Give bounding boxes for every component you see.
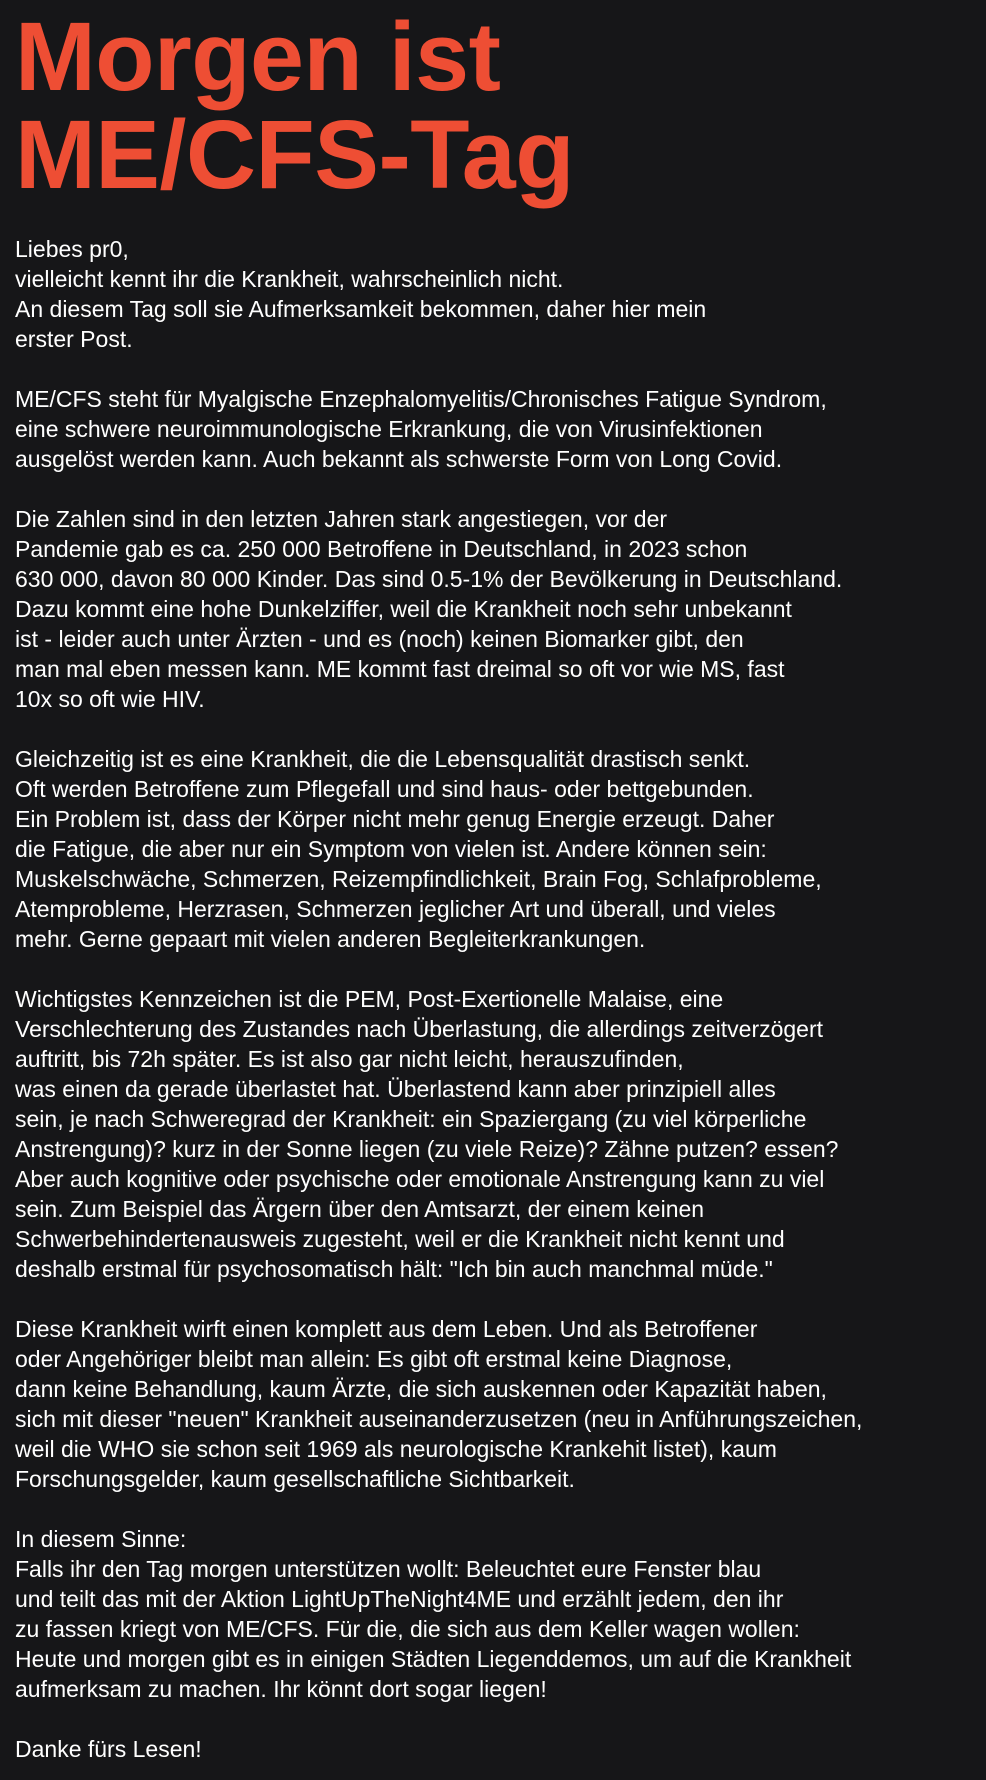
- text-line: eine schwere neuroimmunologische Erkrankung, die von Virusinfektionen: [15, 416, 763, 442]
- paragraph-symptoms: [15, 744, 971, 954]
- text-line: und teilt das mit der Aktion LightUpTheNight4ME und erzählt jedem, den ihr: [15, 1586, 784, 1612]
- text-line: 630 000, davon 80 000 Kinder. Das sind 0.5-1% der Bevölkerung in Deutschland.: [15, 566, 843, 592]
- text-line: mehr. Gerne gepaart mit vielen anderen Begleiterkrankungen.: [15, 926, 646, 952]
- text-line: Ein Problem ist, dass der Körper nicht mehr genug Energie erzeugt. Daher: [15, 806, 775, 832]
- paragraph-greeting: [15, 234, 971, 354]
- paragraph-call-to-action: [15, 1524, 971, 1704]
- post-body: [15, 234, 971, 1764]
- text-line: Heute und morgen gibt es in einigen Städten Liegenddemos, um auf die Krankheit: [15, 1646, 852, 1672]
- text-line: zu fassen kriegt von ME/CFS. Für die, die sich aus dem Keller wagen wollen:: [15, 1616, 800, 1642]
- text-line: dann keine Behandlung, kaum Ärzte, die sich auskennen oder Kapazität haben,: [15, 1376, 827, 1402]
- text-line: In diesem Sinne:: [15, 1526, 187, 1552]
- text-line: Anstrengung)? kurz in der Sonne liegen (zu viele Reize)? Zähne putzen? essen?: [15, 1136, 839, 1162]
- text-line: aufmerksam zu machen. Ihr könnt dort sogar liegen!: [15, 1676, 547, 1702]
- paragraph-statistics: [15, 504, 971, 714]
- paragraph-definition: [15, 384, 971, 474]
- text-line: 10x so oft wie HIV.: [15, 686, 205, 712]
- text-line: Schwerbehindertenausweis zugesteht, weil er die Krankheit nicht kennt und: [15, 1226, 785, 1252]
- text-line: sein, je nach Schweregrad der Krankheit: ein Spaziergang (zu viel körperliche: [15, 1106, 807, 1132]
- text-line: Danke fürs Lesen!: [15, 1736, 202, 1762]
- text-line: ist - leider auch unter Ärzten - und es (noch) keinen Biomarker gibt, den: [15, 626, 744, 652]
- title-line: Morgen ist: [15, 2, 501, 111]
- paragraph-isolation: [15, 1314, 971, 1494]
- text-line: Oft werden Betroffene zum Pflegefall und sind haus- oder bettgebunden.: [15, 776, 754, 802]
- text-line: ausgelöst werden kann. Auch bekannt als schwerste Form von Long Covid.: [15, 446, 783, 472]
- paragraph-closing: [15, 1734, 971, 1764]
- text-line: weil die WHO sie schon seit 1969 als neurologische Krankehit listet), kaum: [15, 1436, 777, 1462]
- text-line: An diesem Tag soll sie Aufmerksamkeit bekommen, daher hier mein: [15, 296, 707, 322]
- text-line: Die Zahlen sind in den letzten Jahren stark angestiegen, vor der: [15, 506, 668, 532]
- text-line: Pandemie gab es ca. 250 000 Betroffene in Deutschland, in 2023 schon: [15, 536, 748, 562]
- text-line: Diese Krankheit wirft einen komplett aus dem Leben. Und als Betroffener: [15, 1316, 758, 1342]
- text-line: deshalb erstmal für psychosomatisch hält: "Ich bin auch manchmal müde.": [15, 1256, 773, 1282]
- text-line: Gleichzeitig ist es eine Krankheit, die die Lebensqualität drastisch senkt.: [15, 746, 751, 772]
- text-line: Verschlechterung des Zustandes nach Überlastung, die allerdings zeitverzögert: [15, 1016, 824, 1042]
- text-line: vielleicht kennt ihr die Krankheit, wahrscheinlich nicht.: [15, 266, 564, 292]
- text-line: Liebes pr0,: [15, 236, 129, 262]
- text-line: ME/CFS steht für Myalgische Enzephalomyelitis/Chronisches Fatigue Syndrom,: [15, 386, 827, 412]
- text-line: oder Angehöriger bleibt man allein: Es gibt oft erstmal keine Diagnose,: [15, 1346, 733, 1372]
- text-line: man mal eben messen kann. ME kommt fast dreimal so oft vor wie MS, fast: [15, 656, 785, 682]
- text-line: Dazu kommt eine hohe Dunkelziffer, weil die Krankheit noch sehr unbekannt: [15, 596, 792, 622]
- text-line: auftritt, bis 72h später. Es ist also gar nicht leicht, herauszufinden,: [15, 1046, 684, 1072]
- text-line: Forschungsgelder, kaum gesellschaftliche Sichtbarkeit.: [15, 1466, 575, 1492]
- text-line: die Fatigue, die aber nur ein Symptom von vielen ist. Andere können sein:: [15, 836, 767, 862]
- text-line: was einen da gerade überlastet hat. Überlastend kann aber prinzipiell alles: [15, 1076, 776, 1102]
- text-line: Wichtigstes Kennzeichen ist die PEM, Post-Exertionelle Malaise, eine: [15, 986, 724, 1012]
- title-line: ME/CFS-Tag: [15, 100, 575, 209]
- paragraph-pem: [15, 984, 971, 1284]
- text-line: Muskelschwäche, Schmerzen, Reizempfindlichkeit, Brain Fog, Schlafprobleme,: [15, 866, 822, 892]
- text-line: Falls ihr den Tag morgen unterstützen wollt: Beleuchtet eure Fenster blau: [15, 1556, 762, 1582]
- text-line: sich mit dieser "neuen" Krankheit auseinanderzusetzen (neu in Anführungszeichen,: [15, 1406, 863, 1432]
- text-line: sein. Zum Beispiel das Ärgern über den Amtsarzt, der einem keinen: [15, 1196, 705, 1222]
- text-line: Aber auch kognitive oder psychische oder emotionale Anstrengung kann zu viel: [15, 1166, 825, 1192]
- text-line: Atemprobleme, Herzrasen, Schmerzen jeglicher Art und überall, und vieles: [15, 896, 776, 922]
- post-title: [15, 2, 971, 209]
- text-line: erster Post.: [15, 326, 133, 352]
